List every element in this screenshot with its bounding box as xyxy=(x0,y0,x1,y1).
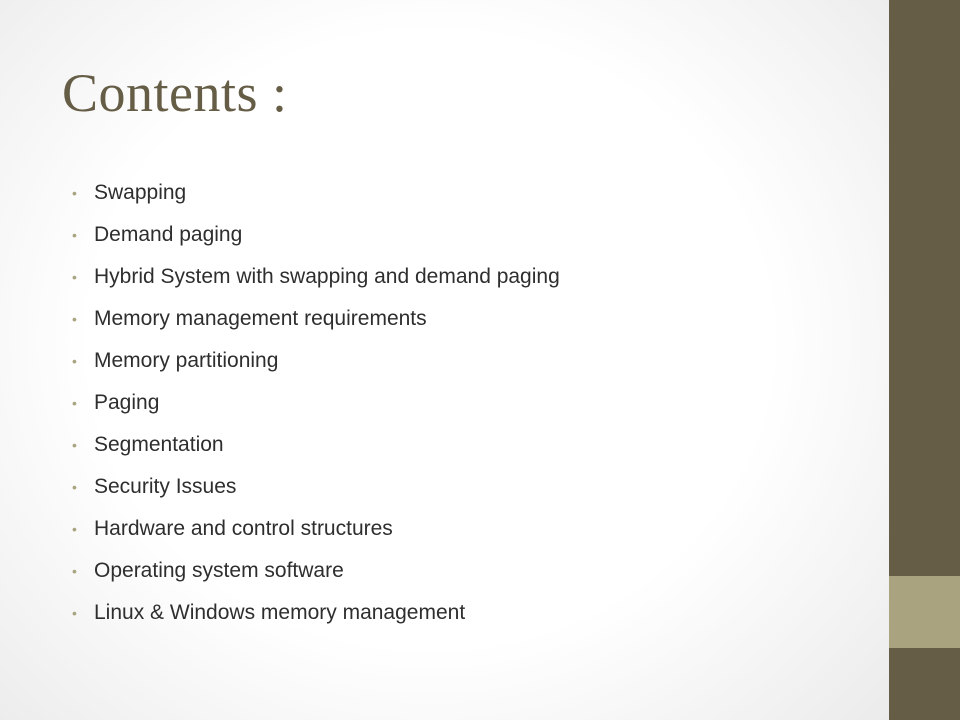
list-item-text: Demand paging xyxy=(94,223,243,246)
bullet-icon: • xyxy=(72,269,77,285)
list-item-text: Operating system software xyxy=(94,559,344,582)
list-item-text: Segmentation xyxy=(94,433,224,456)
bullet-icon: • xyxy=(72,185,77,201)
list-item xyxy=(72,256,560,298)
right-accent-block xyxy=(889,576,960,648)
list-item xyxy=(72,298,560,340)
list-item-text: Linux & Windows memory management xyxy=(94,601,466,624)
list-item-text: Hardware and control structures xyxy=(94,517,393,540)
list-item xyxy=(72,508,560,550)
bullet-icon: • xyxy=(72,479,77,495)
list-item-text: Security Issues xyxy=(94,475,237,498)
list-item-text: Memory partitioning xyxy=(94,349,279,372)
bullet-icon: • xyxy=(72,353,77,369)
bullet-icon: • xyxy=(72,605,77,621)
bullet-icon: • xyxy=(72,521,77,537)
list-item xyxy=(72,424,560,466)
list-item xyxy=(72,466,560,508)
list-item xyxy=(72,550,560,592)
list-item-text: Hybrid System with swapping and demand paging xyxy=(94,265,560,288)
list-item xyxy=(72,592,560,634)
list-item-text: Swapping xyxy=(94,181,187,204)
list-item-text: Memory management requirements xyxy=(94,307,427,330)
list-item xyxy=(72,214,560,256)
bullet-icon: • xyxy=(72,563,77,579)
list-item xyxy=(72,382,560,424)
slide-title: Contents : xyxy=(62,63,288,123)
bullet-icon: • xyxy=(72,311,77,327)
bullet-icon: • xyxy=(72,437,77,453)
list-item xyxy=(72,340,560,382)
bullet-icon: • xyxy=(72,395,77,411)
bullet-icon: • xyxy=(72,227,77,243)
contents-list xyxy=(72,172,560,634)
list-item xyxy=(72,172,560,214)
list-item-text: Paging xyxy=(94,391,160,414)
